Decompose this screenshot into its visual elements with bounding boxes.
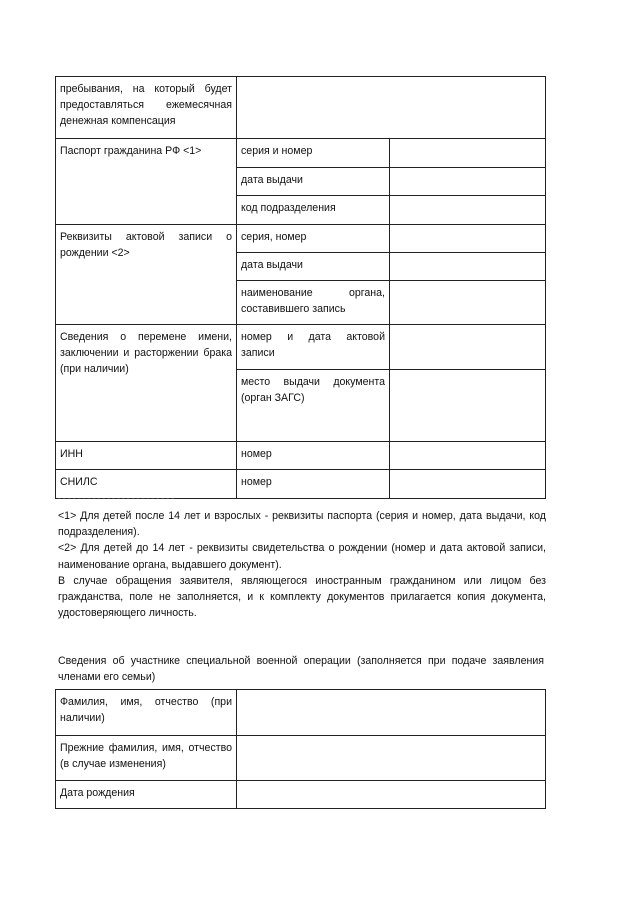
foreigner-note: В случае обращения заявителя, являющегося иностранным гражданином или лицом без гражданства, поле не заполняется, и к комплекту документов прилагается копия документа, удостоверяющего личность. [58,574,546,620]
passport-series-number-value[interactable] [390,139,546,168]
name-change-record-number-value[interactable] [390,325,546,370]
birth-record-issue-date-label: дата выдачи [237,253,390,281]
name-change-issue-place-label: место выдачи документа (орган ЗАГС) [237,370,390,442]
inn-number-label: номер [237,442,390,470]
snils-number-label: номер [237,470,390,499]
stay-period-label: пребывания, на который будет предоставляться ежемесячная денежная компенсация [56,77,237,139]
inn-number-value[interactable] [390,442,546,470]
table-row [56,77,546,139]
passport-issue-date-value[interactable] [390,168,546,196]
birth-record-authority-label: наименование органа, составившего запись [237,281,390,325]
footnote-1: <1> Для детей после 14 лет и взрослых - реквизиты паспорта (серия и номер, дата выдачи, код подразделения). [58,510,546,539]
table-row [56,139,546,168]
stay-period-value[interactable] [237,77,546,139]
table-row [56,442,546,470]
table-row [56,470,546,499]
table-row [56,225,546,253]
svo-full-name-value[interactable] [237,690,546,736]
name-change-issue-place-value[interactable] [390,370,546,442]
passport-label: Паспорт гражданина РФ <1> [56,139,237,225]
birth-record-series-number-value[interactable] [390,225,546,253]
name-change-label: Сведения о перемене имени, заключении и расторжении брака (при наличии) [56,325,237,442]
svo-previous-name-label: Прежние фамилия, имя, отчество (в случае изменения) [56,736,237,781]
passport-series-number-label: серия и номер [237,139,390,168]
applicant-details-table [55,76,546,499]
snils-label: СНИЛС [56,470,237,499]
svo-full-name-label: Фамилия, имя, отчество (при наличии) [56,690,237,736]
passport-department-code-value[interactable] [390,196,546,225]
birth-record-issue-date-value[interactable] [390,253,546,281]
passport-issue-date-label: дата выдачи [237,168,390,196]
svo-previous-name-value[interactable] [237,736,546,781]
table-row [56,736,546,781]
svo-birth-date-value[interactable] [237,781,546,809]
inn-label: ИНН [56,442,237,470]
passport-department-code-label: код подразделения [237,196,390,225]
birth-record-authority-value[interactable] [390,281,546,325]
footnotes [58,508,546,621]
name-change-record-number-label: номер и дата актовой записи [237,325,390,370]
svo-participant-table [55,689,546,809]
footnote-2: <2> Для детей до 14 лет - реквизиты свидетельства о рождении (номер и дата актовой записи, наименование органа, выдавшего документ). [58,542,546,571]
snils-number-value[interactable] [390,470,546,499]
table-row [56,325,546,370]
birth-record-label: Реквизиты актовой записи о рождении <2> [56,225,237,325]
footnote-separator [58,498,174,499]
birth-record-series-number-label: серия, номер [237,225,390,253]
table-row [56,690,546,736]
svo-section-heading: Сведения об участнике специальной военной операции (заполняется при подаче заявления членами его семьи) [58,655,544,683]
table-row [56,781,546,809]
svo-birth-date-label: Дата рождения [56,781,237,809]
